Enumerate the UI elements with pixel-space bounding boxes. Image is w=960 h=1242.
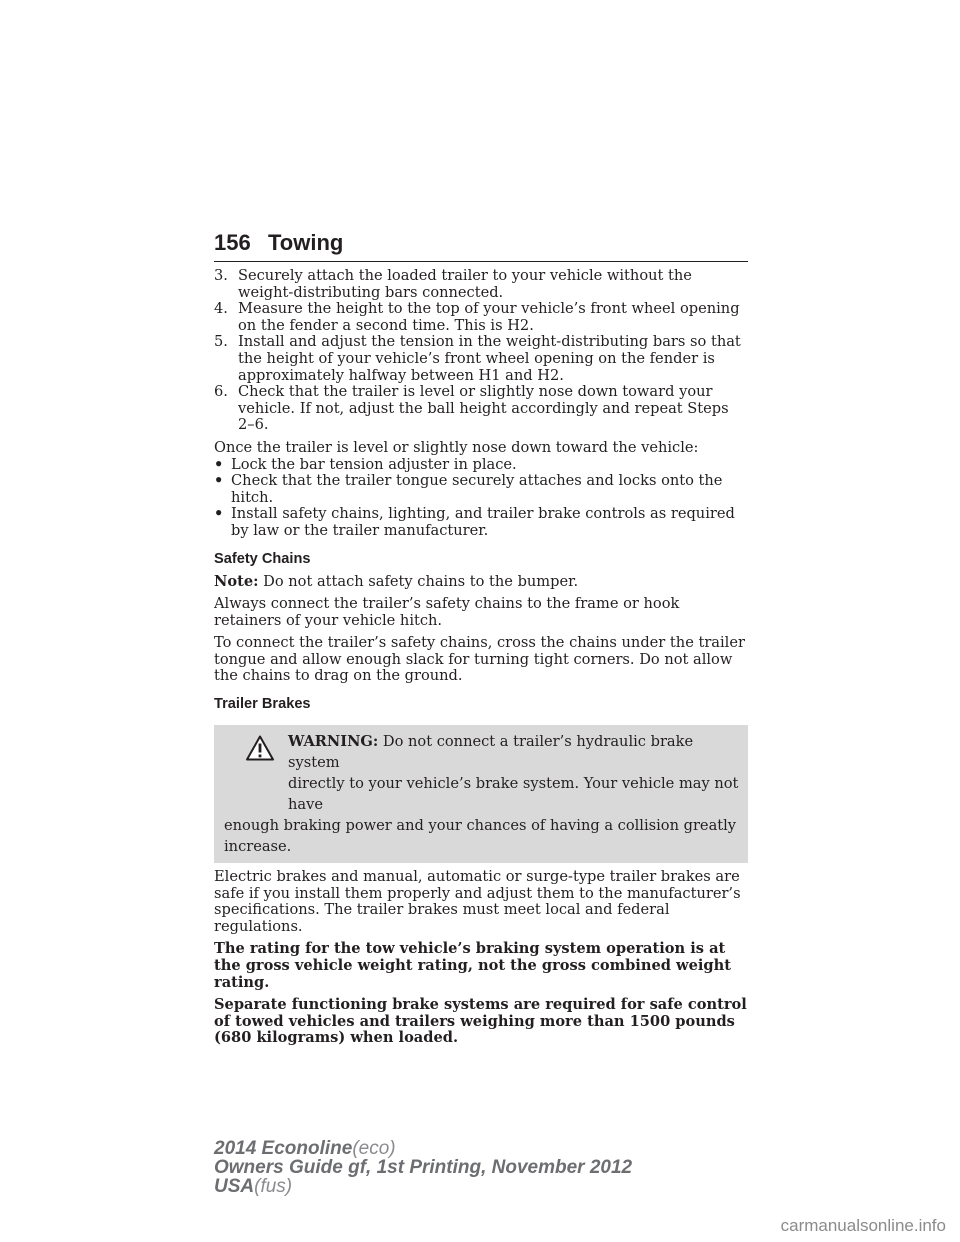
step-6 — [214, 384, 748, 434]
trailer-brakes-heading: Trailer Brakes — [214, 696, 311, 713]
warning-box — [214, 725, 748, 863]
step-text: Securely attach the loaded trailer to your vehicle without the weight-distributing bars connected. — [238, 267, 692, 301]
bullet-icon: • — [214, 505, 224, 523]
bullet-text: Check that the trailer tongue securely attaches and locks onto the hitch. — [231, 472, 723, 506]
bullet-item — [214, 473, 748, 506]
note-label: Note: — [214, 572, 259, 590]
safety-chains-note — [214, 574, 748, 591]
footer-model-code: (eco) — [352, 1138, 396, 1159]
bullet-icon: • — [214, 472, 224, 490]
page-number: 156 — [214, 230, 251, 255]
step-text: Measure the height to the top of your vehicle’s front wheel opening on the fender a second time. This is H2. — [238, 300, 740, 334]
footer-model: 2014 Econoline — [214, 1138, 353, 1159]
footer-line-2 — [214, 1158, 632, 1177]
bullet-text: Lock the bar tension adjuster in place. — [231, 455, 517, 473]
trailer-brakes-bold-1: The rating for the tow vehicle’s braking system operation is at the gross vehicle weight rating, not the gross combined weight rating. — [214, 940, 731, 991]
page-content — [214, 268, 748, 1047]
safety-chains-heading: Safety Chains — [214, 550, 311, 567]
bullet-text: Install safety chains, lighting, and trailer brake controls as required by law or the trailer manufacturer. — [231, 505, 735, 539]
trailer-brakes-para-1: Electric brakes and manual, automatic or surge-type trailer brakes are safe if you install them properly and adjust them to the manufacturer’s specifications. The trailer brakes must meet local and federal regulations. — [214, 868, 741, 935]
warning-label: WARNING: — [288, 733, 379, 751]
safety-chains-para-1: Always connect the trailer’s safety chains to the frame or hook retainers of your vehicle hitch. — [214, 595, 680, 629]
warning-line-1-text: Do not connect a trailer’s hydraulic brake system — [288, 733, 694, 772]
page-footer — [214, 1139, 632, 1196]
step-text: Install and adjust the tension in the weight-distributing bars so that the height of your vehicle’s front wheel opening on the fender is approximately halfway between H1 and H2. — [238, 333, 741, 384]
step-5 — [214, 334, 748, 384]
safety-chains-para-2: To connect the trailer’s safety chains, cross the chains under the trailer tongue and allow enough slack for turning tight corners. Do not allow the chains to drag on the ground. — [214, 634, 745, 685]
step-text: Check that the trailer is level or slightly nose down toward your vehicle. If not, adjust the ball height accordingly and repeat Steps 2–6. — [238, 383, 729, 434]
step-number: 3. — [214, 267, 228, 284]
footer-line-1 — [214, 1139, 632, 1158]
footer-guide: Owners Guide gf, 1st Printing, November 2012 — [214, 1157, 633, 1178]
step-number: 4. — [214, 300, 228, 318]
footer-line-3 — [214, 1177, 632, 1196]
warning-triangle-icon — [246, 735, 274, 761]
warning-line-2: directly to your vehicle’s brake system. Your vehicle may not have — [288, 775, 739, 814]
note-text: Do not attach safety chains to the bumper. — [263, 572, 579, 590]
warning-line-1 — [288, 731, 744, 773]
page-header — [214, 229, 748, 262]
warning-rest: enough braking power and your chances of having a collision greatly increase. — [224, 817, 737, 856]
bullet-item — [214, 506, 748, 539]
footer-region: USA — [214, 1176, 255, 1197]
once-intro: Once the trailer is level or slightly nose down toward the vehicle: — [214, 438, 699, 456]
step-3 — [214, 268, 748, 301]
step-number: 6. — [214, 383, 228, 401]
trailer-brakes-bold-2: Separate functioning brake systems are required for safe control of towed vehicles and trailers weighing more than 1500 pounds (680 kilograms) when loaded. — [214, 996, 747, 1047]
warning-first-lines — [288, 731, 744, 815]
section-title: Towing — [268, 230, 344, 255]
bullet-icon: • — [214, 455, 224, 473]
footer-region-code: (fus) — [254, 1176, 293, 1197]
watermark: carmanualsonline.info — [780, 1216, 946, 1235]
step-number: 5. — [214, 333, 228, 351]
bullet-item — [214, 457, 748, 474]
step-4 — [214, 301, 748, 334]
